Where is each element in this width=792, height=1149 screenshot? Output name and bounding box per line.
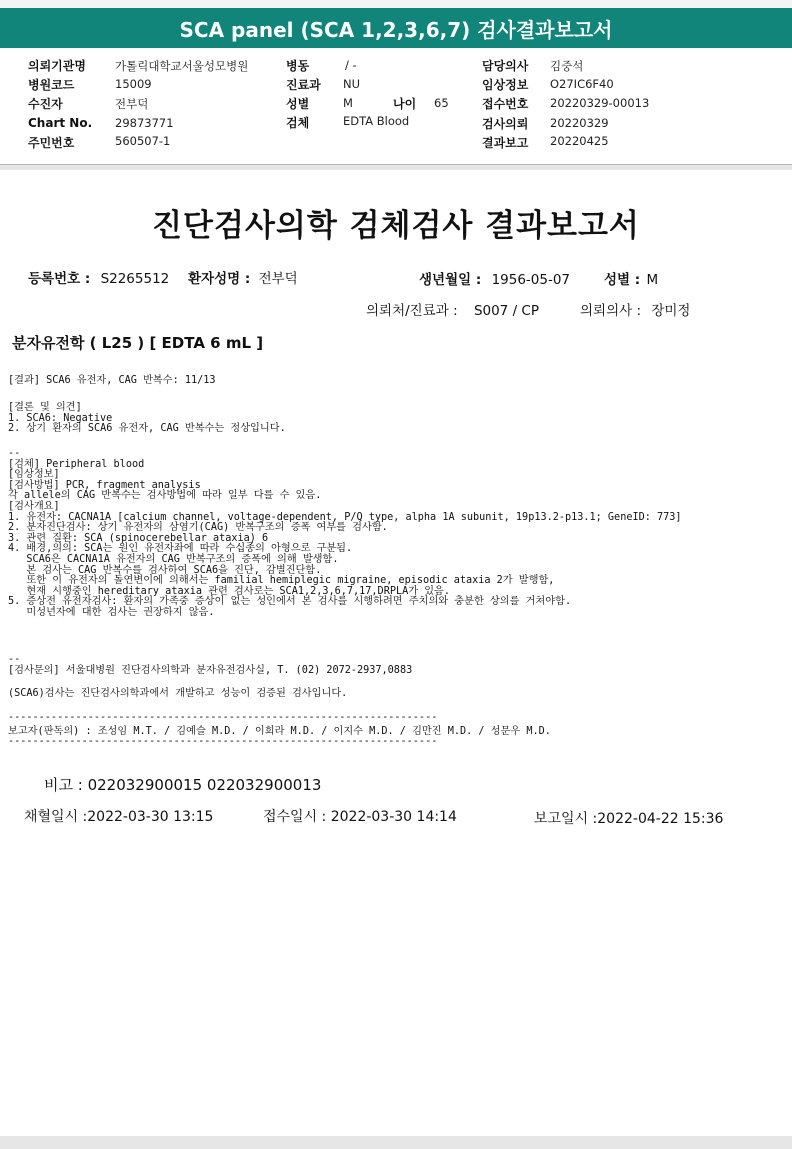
- summary-panel: [0, 48, 792, 165]
- label-institution: 의뢰기관명: [28, 59, 86, 73]
- collection-label: 채혈일시 :: [24, 809, 88, 825]
- sex-info: [604, 268, 658, 288]
- value-ward: / -: [345, 58, 357, 72]
- label-receipt-no: 접수번호: [482, 97, 529, 111]
- label-department: 진료과: [286, 78, 321, 92]
- requesting-doctor: [580, 299, 690, 319]
- value-chart-no: 29873771: [115, 116, 174, 130]
- contact-block: -- [검사문의] 서울대병원 진단검사의학과 분자유전검사실, T. (02) 2072-2937,0883: [8, 654, 413, 676]
- value-department: NU: [343, 77, 361, 91]
- patient-name-value: 전부덕: [258, 271, 298, 287]
- label-ward: 병동: [286, 59, 310, 73]
- label-age: 나이: [393, 97, 417, 111]
- receipt-label: 접수일시 :: [263, 809, 327, 825]
- value-receipt-no: 20220329-00013: [550, 96, 650, 110]
- conclusion-block: [결론 및 의견] 1. SCA6: Negative 2. 상기 환자의 SCA6 유전자, CAG 반복수는 정상입니다.: [8, 402, 286, 435]
- divider-top: ----------------------------------------------------------------------: [8, 712, 438, 723]
- label-chart-no: Chart No.: [28, 116, 93, 130]
- validation-note: (SCA6)검사는 진단검사의학과에서 개발하고 성능이 검증된 검사입니다.: [8, 688, 348, 699]
- dob-label: 생년월일 :: [419, 272, 482, 288]
- patient-name-label: 환자성명 :: [188, 271, 251, 287]
- date-of-birth: [419, 268, 570, 288]
- label-request-date: 검사의뢰: [482, 117, 529, 131]
- label-patient: 수진자: [28, 97, 63, 111]
- document-title: 진단검사의학 검체검사 결과보고서: [152, 208, 640, 244]
- details-block: -- [검체] Peripheral blood [임상정보] [검사방법] PCR, fragment analysis 각 allele의 CAG 반복수는 검사방법에 따라 일부 다를 수 있음. [검사개요] 1. 유전자: CACNA1A [calcium channel, voltage-dependent, P/Q type, alpha 1A subunit, 19p13.2-p13.1; GeneID: 773] 2. 분자진단검사: 상기 유전자의 삼염기(CAG) 반복구조의 증폭 여부를 검사함. 3. 관련 질환: SCA (spinocerebellar ataxia) 6 4. 배경,의의: SCA는 원인 유전자좌에 따라 수십종의 아형으로 구분됨. SCA6은 CACNA1A 유전자의 CAG 반복구조의 증폭에 의해 발생함. 본 검사는 CAG 반복수를 검사하여 SCA6을 진단, 감별진단함. 또한 이 유전자의 돌연변이에 의해서는 familial hemiplegic migraine, episodic ataxia 2가 발행함, 현재 시행중인 hereditary ataxia 관련 검사로는 SCA1,2,3,6,7,17,DRPLA가 있음. 5. 증상전 유전자검사: 환자의 가족중 증상이 없는 성인에서 본 검사를 시행하려면 주치의와 충분한 상의를 거쳐야함. 미성년자에 대한 검사는 권장하지 않음.: [8, 448, 682, 618]
- patient-name: [188, 267, 298, 287]
- value-doctor: 김중석: [550, 59, 584, 73]
- banner-title: SCA panel (SCA 1,2,3,6,7) 검사결과보고서: [179, 17, 613, 42]
- report-time-value: 2022-04-22 15:36: [597, 811, 724, 827]
- value-specimen: EDTA Blood: [343, 114, 410, 128]
- label-report-date: 결과보고: [482, 136, 529, 150]
- divider-bottom: ----------------------------------------------------------------------: [8, 736, 438, 747]
- receipt-value: 2022-03-30 14:14: [330, 809, 457, 825]
- result-line: [결과] SCA6 유전자, CAG 반복수: 11/13: [8, 375, 216, 386]
- receipt-time: [263, 806, 457, 826]
- label-specimen: 검체: [286, 116, 310, 130]
- sex-value: M: [646, 272, 659, 288]
- collection-time: [24, 806, 213, 826]
- registration-label: 등록번호 :: [28, 271, 91, 287]
- remark-value: 022032900015 022032900013: [87, 776, 322, 794]
- value-resident-no: 560507-1: [115, 134, 171, 148]
- label-sex: 성별: [286, 97, 310, 111]
- dept-label: 의뢰처/진료과 :: [366, 303, 458, 319]
- report-time: [534, 808, 723, 828]
- registration-value: S2265512: [100, 271, 170, 287]
- requesting-dept: [366, 299, 539, 319]
- value-patient: 전부덕: [115, 97, 149, 111]
- label-hospital-code: 병원코드: [28, 78, 75, 92]
- reporters-line: 보고자(판독의) : 조성임 M.T. / 김예슬 M.D. / 이희라 M.D. / 이지수 M.D. / 김만진 M.D. / 성문우 M.D.: [8, 726, 551, 737]
- sex-label: 성별 :: [604, 272, 641, 288]
- dob-value: 1956-05-07: [491, 272, 571, 288]
- value-age: 65: [434, 96, 449, 110]
- remark-label: 비고 :: [44, 776, 83, 794]
- report-time-label: 보고일시 :: [534, 811, 598, 827]
- report-paper: [0, 170, 792, 1136]
- label-clinical-info: 임상정보: [482, 78, 529, 92]
- remark: [44, 774, 321, 795]
- collection-value: 2022-03-30 13:15: [87, 809, 214, 825]
- doctor-value: 장미정: [651, 303, 691, 319]
- top-strip: [0, 0, 792, 8]
- report-banner: [0, 8, 792, 49]
- dept-value: S007 / CP: [473, 303, 539, 319]
- label-resident-no: 주민번호: [28, 136, 75, 150]
- value-hospital-code: 15009: [115, 77, 152, 91]
- doctor-label: 의뢰의사 :: [580, 303, 642, 319]
- section-title: 분자유전학 ( L25 ) [ EDTA 6 mL ]: [12, 334, 264, 352]
- value-sex: M: [343, 96, 353, 110]
- value-clinical-info: O27IC6F40: [550, 77, 614, 91]
- label-doctor: 담당의사: [482, 59, 529, 73]
- value-request-date: 20220329: [550, 116, 609, 130]
- value-institution: 가톨릭대학교서울성모병원: [115, 59, 249, 73]
- registration-number: [28, 267, 169, 287]
- value-report-date: 20220425: [550, 134, 609, 148]
